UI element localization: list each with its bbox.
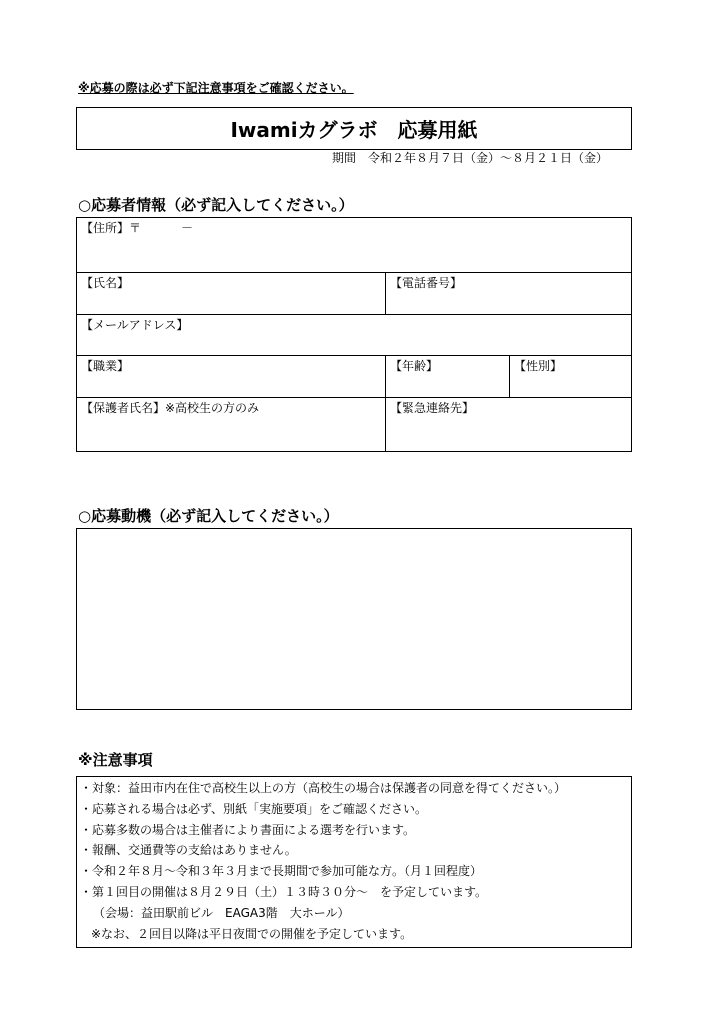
occupation-field xyxy=(76,355,386,398)
note-item-remark: ※なお、２回目以降は平日夜間での開催を予定しています。 xyxy=(91,926,413,941)
gender-label: 【性別】 xyxy=(514,359,563,373)
note-item: ・報酬、交通費等の支給はありません。 xyxy=(80,843,297,858)
age-label: 【年齢】 xyxy=(390,359,439,373)
age-field xyxy=(385,355,510,398)
applicant-info-heading: ○応募者情報（必ず記入してください。） xyxy=(78,196,354,214)
postal-code-separator: － xyxy=(181,221,194,235)
note-item: ・令和２年８月～令和３年３月まで長期間で参加可能な方。（月１回程度） xyxy=(80,864,483,879)
notes-heading: ※注意事項 xyxy=(78,751,153,769)
notes-box xyxy=(76,776,632,948)
motivation-heading: ○応募動機（必ず記入してください。） xyxy=(78,507,339,525)
phone-label: 【電話番号】 xyxy=(390,276,463,290)
occupation-label: 【職業】 xyxy=(81,359,130,373)
email-field xyxy=(76,314,632,356)
motivation-box xyxy=(76,528,632,710)
note-item: ・第１回目の開催は８月２９日（土）１３時３０分～ を予定しています。 xyxy=(80,884,488,899)
gender-field xyxy=(509,355,632,398)
name-field xyxy=(76,272,386,315)
phone-field xyxy=(385,272,632,315)
guardian-name-label: 【保護者氏名】※高校生の方のみ xyxy=(81,401,260,415)
notice-text: ※応募の際は必ず下記注意事項をご確認ください。 xyxy=(78,81,354,95)
note-item: ・対象：益田市内在住で高校生以上の方（高校生の場合は保護者の同意を得てください。） xyxy=(80,781,567,795)
form-title: Iwamiカグラボ 応募用紙 xyxy=(230,118,478,142)
note-item: ・応募多数の場合は主催者により書面による選考を行います。 xyxy=(80,822,416,837)
email-label: 【メールアドレス】 xyxy=(81,318,189,332)
note-item: ・応募される場合は必ず、別紙「実施要項」をご確認ください。 xyxy=(80,801,428,816)
name-label: 【氏名】 xyxy=(81,276,130,290)
note-item-venue: （会場：益田駅前ビル EAGA3階 大ホール） xyxy=(93,905,350,920)
address-field xyxy=(76,217,632,273)
address-label: 【住所】〒 xyxy=(81,221,142,235)
emergency-contact-field xyxy=(385,397,632,452)
application-period: 期間 令和２年８月７日（金）～８月２１日（金） xyxy=(331,151,608,165)
emergency-contact-label: 【緊急連絡先】 xyxy=(390,401,475,415)
title-box xyxy=(76,107,632,150)
guardian-name-field xyxy=(76,397,386,452)
